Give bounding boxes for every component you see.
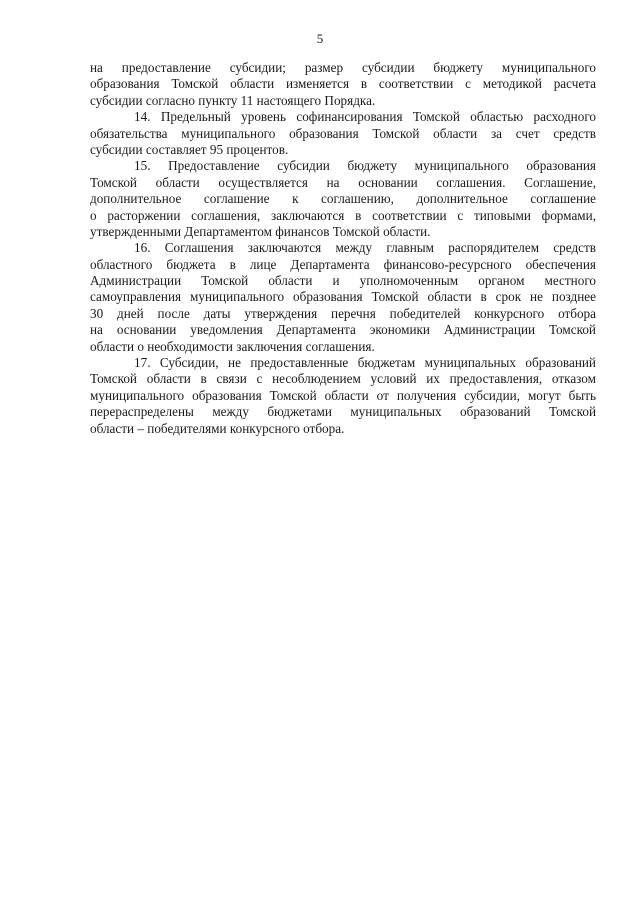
text-line: утвержденными Департаментом финансов Томской области. (90, 223, 431, 239)
text-line: перераспределены между бюджетами муниципальных образований Томской (90, 404, 596, 420)
text-line: на предоставление субсидии; размер субсидии бюджету муниципального (90, 60, 596, 75)
paragraph-16 (90, 240, 596, 355)
text-line: Администрации Томской области и уполномоченным органом местного (90, 273, 596, 289)
page-number: 5 (316, 31, 324, 46)
text-line: 17. Субсидии, не предоставленные бюджетам муниципальных образований (134, 355, 596, 371)
text-line: субсидии составляет 95 процентов. (90, 141, 289, 157)
text-line: самоуправления муниципального образования Томской области в срок не позднее (90, 289, 596, 305)
text-line: на основании уведомления Департамента экономики Администрации Томской (90, 322, 596, 338)
text-line: области о необходимости заключения соглашения. (90, 338, 375, 354)
text-line: области – победителями конкурсного отбора. (90, 420, 345, 436)
text-line: дополнительное соглашение к соглашению, дополнительное соглашение (90, 191, 596, 207)
text-line: образования Томской области изменяется в соответствии с методикой расчета (90, 76, 596, 92)
paragraph-14 (90, 109, 596, 158)
text-line: 14. Предельный уровень софинансирования Томской областью расходного (134, 109, 596, 125)
text-line: о расторжении соглашения, заключаются в соответствии с типовыми формами, (90, 207, 596, 223)
text-line: муниципального образования Томской области от получения субсидии, могут быть (90, 387, 596, 403)
text-line: обязательства муниципального образования Томской области за счет средств (90, 125, 596, 141)
text-line: Томской области осуществляется на основании соглашения. Соглашение, (90, 174, 596, 190)
paragraph (90, 60, 596, 109)
text-line: 15. Предоставление субсидии бюджету муниципального образования (134, 158, 596, 174)
text-line: областного бюджета в лице Департамента финансово-ресурсного обеспечения (90, 256, 596, 272)
text-line: 16. Соглашения заключаются между главным распорядителем средств (134, 240, 596, 256)
text-line: Томской области в связи с несоблюдением условий их предоставления, отказом (90, 371, 596, 387)
paragraph-15 (90, 158, 596, 240)
text-line: субсидии согласно пункту 11 настоящего Порядка. (90, 92, 376, 108)
document-body (90, 60, 596, 437)
paragraph-17 (90, 355, 596, 437)
text-line: 30 дней после даты утверждения перечня победителей конкурсного отбора (90, 305, 596, 321)
